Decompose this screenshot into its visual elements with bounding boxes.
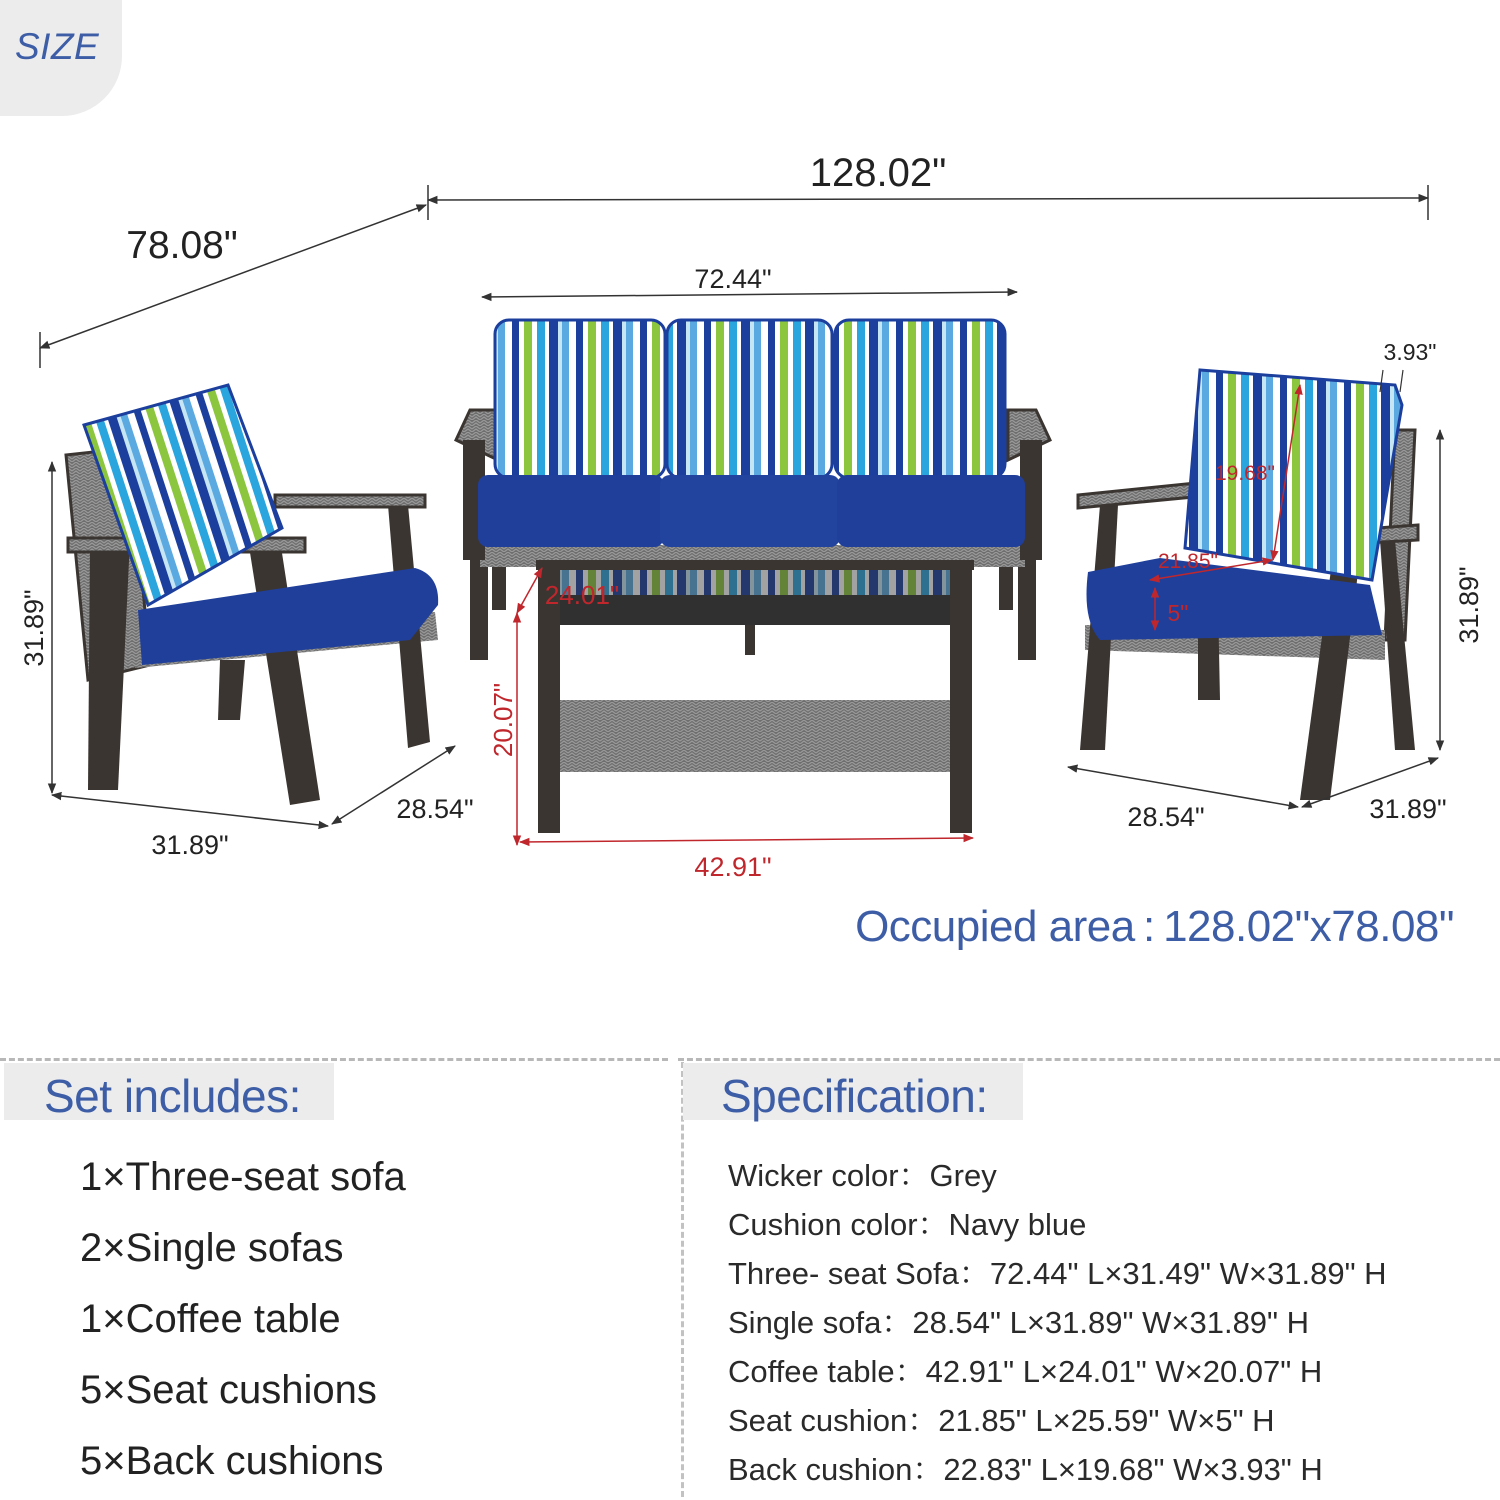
right-chair — [1078, 370, 1418, 800]
specification-heading — [683, 1063, 1023, 1120]
list-item: 2×Single sofas — [80, 1226, 344, 1270]
divider-left — [0, 1058, 668, 1061]
list-item: Cushion color：Navy blue — [728, 1207, 1087, 1242]
specification-title: Specification: — [721, 1070, 988, 1122]
right-chair-height-label: 31.89" — [1454, 566, 1484, 644]
table-length-label: 42.91" — [694, 852, 772, 882]
left-chair-width-label: 31.89" — [151, 830, 229, 860]
left-chair — [66, 385, 438, 805]
list-item: 1×Coffee table — [80, 1297, 341, 1341]
set-includes-title: Set includes: — [44, 1070, 301, 1122]
right-chair-width-label: 28.54" — [1127, 802, 1205, 832]
list-item: Coffee table：42.91" L×24.01" W×20.07" H — [728, 1354, 1323, 1389]
seat-cushion-width-label: 21.85" — [1157, 550, 1219, 573]
list-item: Single sofa：28.54" L×31.89" W×31.89" H — [728, 1305, 1310, 1340]
left-chair-height-label: 31.89" — [19, 589, 49, 667]
overall-width-label: 128.02" — [809, 151, 947, 195]
back-cushion-depth-label: 3.93" — [1383, 339, 1437, 365]
overall-depth-label: 78.08" — [126, 224, 238, 267]
list-item: Three- seat Sofa：72.44" L×31.49" W×31.89" H — [728, 1256, 1387, 1291]
sofa-width-label: 72.44" — [694, 264, 772, 294]
set-includes-heading — [4, 1063, 334, 1120]
list-item: Back cushion：22.83" L×19.68" W×3.93" H — [728, 1452, 1323, 1487]
left-chair-depth-label: 28.54" — [396, 794, 474, 824]
list-item: Wicker color：Grey — [728, 1158, 997, 1193]
table-depth-label: 24.01" — [544, 580, 620, 610]
size-badge-label: SIZE — [15, 26, 100, 67]
column-divider — [681, 1062, 684, 1497]
furniture-dimension-diagram — [0, 120, 1500, 910]
size-badge — [0, 0, 122, 116]
table-height-label: 20.07" — [488, 682, 518, 758]
divider-right — [678, 1058, 1500, 1061]
list-item: Seat cushion：21.85" L×25.59" W×5" H — [728, 1403, 1275, 1438]
right-chair-depth-label: 31.89" — [1369, 794, 1447, 824]
seat-cushion-height-label: 5" — [1167, 600, 1189, 626]
back-cushion-height-label: 19.68" — [1214, 462, 1276, 485]
list-item: 5×Back cushions — [80, 1439, 384, 1483]
occupied-area-text: Occupied area : 128.02"x78.08" — [855, 902, 1454, 951]
list-item: 1×Three-seat sofa — [80, 1155, 406, 1199]
list-item: 5×Seat cushions — [80, 1368, 377, 1412]
